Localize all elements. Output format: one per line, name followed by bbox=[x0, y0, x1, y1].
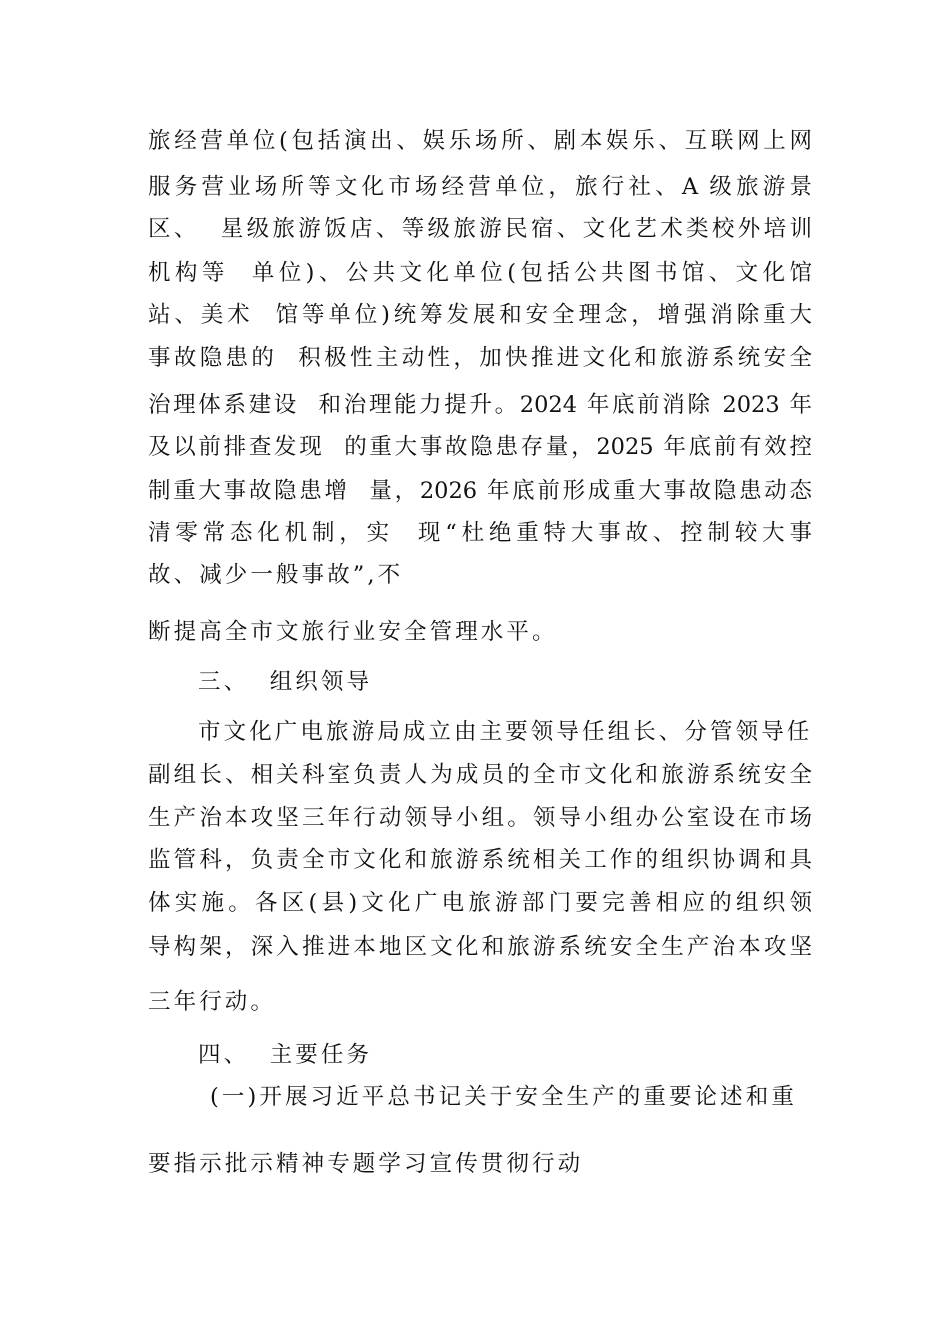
text-line: 断提高全市文旅行业安全管理水平。 bbox=[148, 619, 558, 645]
section-heading: 四、 主要任务 bbox=[198, 1042, 373, 1068]
text-line: 服务营业场所等文化市场经营单位，旅行社、A 级旅游景 bbox=[148, 174, 812, 200]
text-line: 旅经营单位(包括演出、娱乐场所、剧本娱乐、互联网上网 bbox=[148, 128, 812, 154]
text-line: 三年行动。 bbox=[148, 989, 277, 1015]
subheading-line: (一)开展习近平总书记关于安全生产的重要论述和重 bbox=[210, 1084, 797, 1110]
text-line: 市文化广电旅游局成立由主要领导任组长、分管领导任 bbox=[198, 719, 813, 745]
text-line: 治理体系建设 和治理能力提升。2024 年底前消除 2023 年 bbox=[148, 392, 812, 418]
text-line: 机构等 单位)、公共文化单位(包括公共图书馆、文化馆 bbox=[148, 260, 812, 286]
text-line: 体实施。各区(县)文化广电旅游部门要完善相应的组织领 bbox=[148, 890, 812, 916]
text-line: 清零常态化机制，实 现“杜绝重特大事故、控制较大事 bbox=[148, 520, 812, 546]
text-line: 事故隐患的 积极性主动性，加快推进文化和旅游系统安全 bbox=[148, 345, 812, 371]
text-line: 导构架，深入推进本地区文化和旅游系统安全生产治本攻坚 bbox=[148, 934, 812, 960]
text-line: 生产治本攻坚三年行动领导小组。领导小组办公室设在市场 bbox=[148, 805, 812, 831]
subheading-line: 要指示批示精神专题学习宣传贯彻行动 bbox=[148, 1151, 584, 1177]
text-line: 站、美术 馆等单位)统筹发展和安全理念，增强消除重大 bbox=[148, 302, 812, 328]
text-line: 故、减少一般事故”,不 bbox=[148, 562, 404, 588]
text-line: 制重大事故隐患增 量，2026 年底前形成重大事故隐患动态 bbox=[148, 478, 812, 504]
text-line: 及以前排查发现 的重大事故隐患存量，2025 年底前有效控 bbox=[148, 434, 812, 460]
section-heading: 三、 组织领导 bbox=[198, 669, 373, 695]
text-line: 区、 星级旅游饭店、等级旅游民宿、文化艺术类校外培训 bbox=[148, 216, 812, 242]
text-line: 副组长、相关科室负责人为成员的全市文化和旅游系统安全 bbox=[148, 762, 812, 788]
text-line: 监管科，负责全市文化和旅游系统相关工作的组织协调和具 bbox=[148, 847, 812, 873]
